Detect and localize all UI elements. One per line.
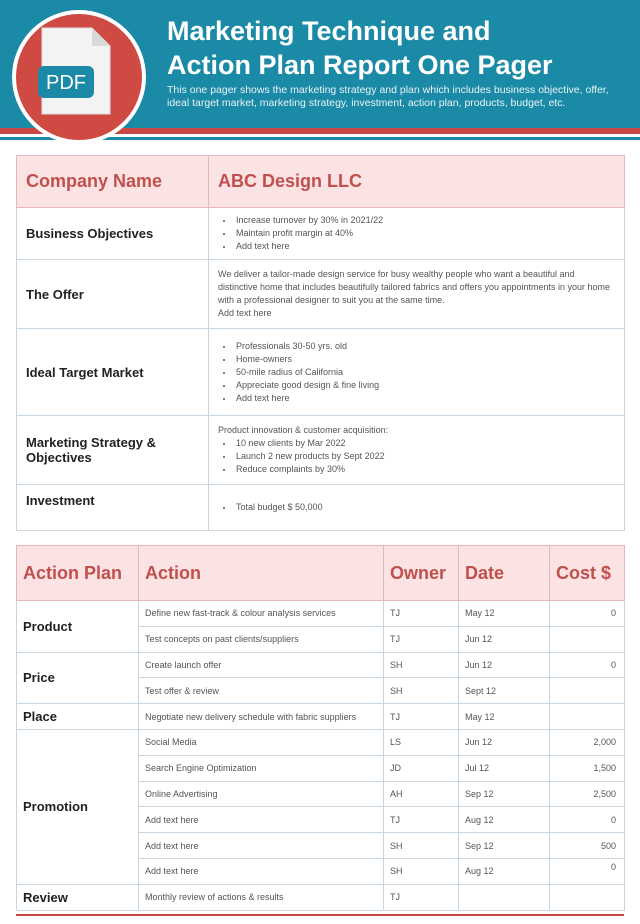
list-item: • Professionals 30-50 yrs. old xyxy=(234,340,612,353)
cell-date: Jun 12 xyxy=(459,729,550,755)
group-price: Price xyxy=(17,652,139,704)
cell-owner: TJ xyxy=(384,704,459,730)
cell-date xyxy=(459,884,550,910)
cell-owner: TJ xyxy=(384,626,459,652)
business-objectives-label: Business Objectives xyxy=(17,208,209,260)
col-header-action: Action xyxy=(139,546,384,601)
list-item: • Appreciate good design & fine living xyxy=(234,379,612,392)
offer-text: We deliver a tailor-made design service for busy wealthy people who want a beautiful and distinctive home that includes beautifully tailored fabrics and offers you appointments in your home with a professional designer to suit you at the same time. xyxy=(218,269,611,305)
cell-action: Create launch offer xyxy=(139,652,384,678)
list-item: • 10 new clients by Mar 2022 xyxy=(234,437,612,450)
list-item: • Increase turnover by 30% in 2021/22 xyxy=(234,214,612,227)
group-product: Product xyxy=(17,601,139,653)
cell-action: Negotiate new delivery schedule with fabric suppliers xyxy=(139,704,384,730)
strategy-row xyxy=(17,416,625,485)
title-line-2: Action Plan Report One Pager xyxy=(167,50,553,80)
title-line-1: Marketing Technique and xyxy=(167,16,491,46)
cell-date: May 12 xyxy=(459,601,550,627)
list-item: • Maintain profit margin at 40% xyxy=(234,227,612,240)
cell-cost xyxy=(550,704,625,730)
cell-owner: TJ xyxy=(384,601,459,627)
cell-cost: 0 xyxy=(550,601,625,627)
list-item: • Home-owners xyxy=(234,353,612,366)
investment-row xyxy=(17,485,625,531)
col-header-owner: Owner xyxy=(384,546,459,601)
investment-content xyxy=(209,485,625,531)
cell-action: Add text here xyxy=(139,807,384,833)
cell-owner: SH xyxy=(384,858,459,884)
cell-cost xyxy=(550,884,625,910)
cell-date: Jun 12 xyxy=(459,652,550,678)
strategy-label: Marketing Strategy & Objectives xyxy=(17,416,209,485)
cell-date: Aug 12 xyxy=(459,858,550,884)
cell-cost xyxy=(550,626,625,652)
investment-label: Investment xyxy=(17,485,209,531)
list-item: • Add text here xyxy=(234,392,612,405)
offer-content xyxy=(209,260,625,329)
list-item: • 50-mile radius of California xyxy=(234,366,612,379)
strategy-content xyxy=(209,416,625,485)
cell-owner: SH xyxy=(384,678,459,704)
group-place: Place xyxy=(17,704,139,730)
cell-date: Jul 12 xyxy=(459,755,550,781)
cell-action: Add text here xyxy=(139,833,384,859)
cell-owner: LS xyxy=(384,729,459,755)
cell-action: Social Media xyxy=(139,729,384,755)
cell-action: Online Advertising xyxy=(139,781,384,807)
company-label: Company Name xyxy=(17,156,209,208)
cell-cost: 2,000 xyxy=(550,729,625,755)
cell-owner: SH xyxy=(384,652,459,678)
list-item: • Add text here xyxy=(234,240,612,253)
strategy-intro: Product innovation & customer acquisition: xyxy=(218,425,389,435)
table-row xyxy=(17,704,625,730)
cell-owner: JD xyxy=(384,755,459,781)
table-row xyxy=(17,729,625,755)
bottom-divider xyxy=(16,914,624,916)
pdf-icon xyxy=(38,26,112,116)
cell-action: Search Engine Optimization xyxy=(139,755,384,781)
target-market-label: Ideal Target Market xyxy=(17,329,209,416)
cell-cost: 0 xyxy=(550,652,625,678)
cell-cost: 500 xyxy=(550,833,625,859)
col-header-cost: Cost $ xyxy=(550,546,625,601)
cell-owner: SH xyxy=(384,833,459,859)
cell-date: May 12 xyxy=(459,704,550,730)
offer-label: The Offer xyxy=(17,260,209,329)
page-title xyxy=(167,14,627,82)
cell-cost: 1,500 xyxy=(550,755,625,781)
cell-action: Add text here xyxy=(139,858,384,884)
pdf-logo-text: PDF xyxy=(46,72,86,94)
table-row xyxy=(17,652,625,678)
cell-owner: TJ xyxy=(384,807,459,833)
page-subtitle: This one pager shows the marketing strategy and plan which includes business objective, offer, ideal target market, marketing strategy, investment, action plan, products, budget, etc. xyxy=(167,84,609,109)
cell-action: Monthly review of actions & results xyxy=(139,884,384,910)
cell-owner: TJ xyxy=(384,884,459,910)
group-review: Review xyxy=(17,884,139,910)
cell-action: Test concepts on past clients/suppliers xyxy=(139,626,384,652)
col-header-date: Date xyxy=(459,546,550,601)
cell-date: Sep 12 xyxy=(459,833,550,859)
target-market-content xyxy=(209,329,625,416)
group-promotion: Promotion xyxy=(17,729,139,884)
cell-cost: 0 xyxy=(550,858,625,884)
target-market-row xyxy=(17,329,625,416)
list-item: • Total budget $ 50,000 xyxy=(234,501,612,514)
cell-date: Sep 12 xyxy=(459,781,550,807)
cell-date: Sept 12 xyxy=(459,678,550,704)
business-objectives-content xyxy=(209,208,625,260)
cell-date: Jun 12 xyxy=(459,626,550,652)
cell-cost: 2,500 xyxy=(550,781,625,807)
offer-row xyxy=(17,260,625,329)
cell-action: Define new fast-track & colour analysis services xyxy=(139,601,384,627)
action-plan-table xyxy=(16,545,625,911)
cell-cost: 0 xyxy=(550,807,625,833)
cell-owner: AH xyxy=(384,781,459,807)
list-item: • Launch 2 new products by Sept 2022 xyxy=(234,450,612,463)
offer-extra: Add text here xyxy=(218,308,272,318)
table-row xyxy=(17,884,625,910)
overview-table xyxy=(16,155,625,531)
company-row xyxy=(17,156,625,208)
cell-action: Test offer & review xyxy=(139,678,384,704)
company-value: ABC Design LLC xyxy=(209,156,625,208)
col-header-action-plan: Action Plan xyxy=(17,546,139,601)
cell-date: Aug 12 xyxy=(459,807,550,833)
cell-cost xyxy=(550,678,625,704)
business-objectives-row xyxy=(17,208,625,260)
action-plan-header xyxy=(17,546,625,601)
list-item: • Reduce complaints by 30% xyxy=(234,463,612,476)
table-row xyxy=(17,601,625,627)
